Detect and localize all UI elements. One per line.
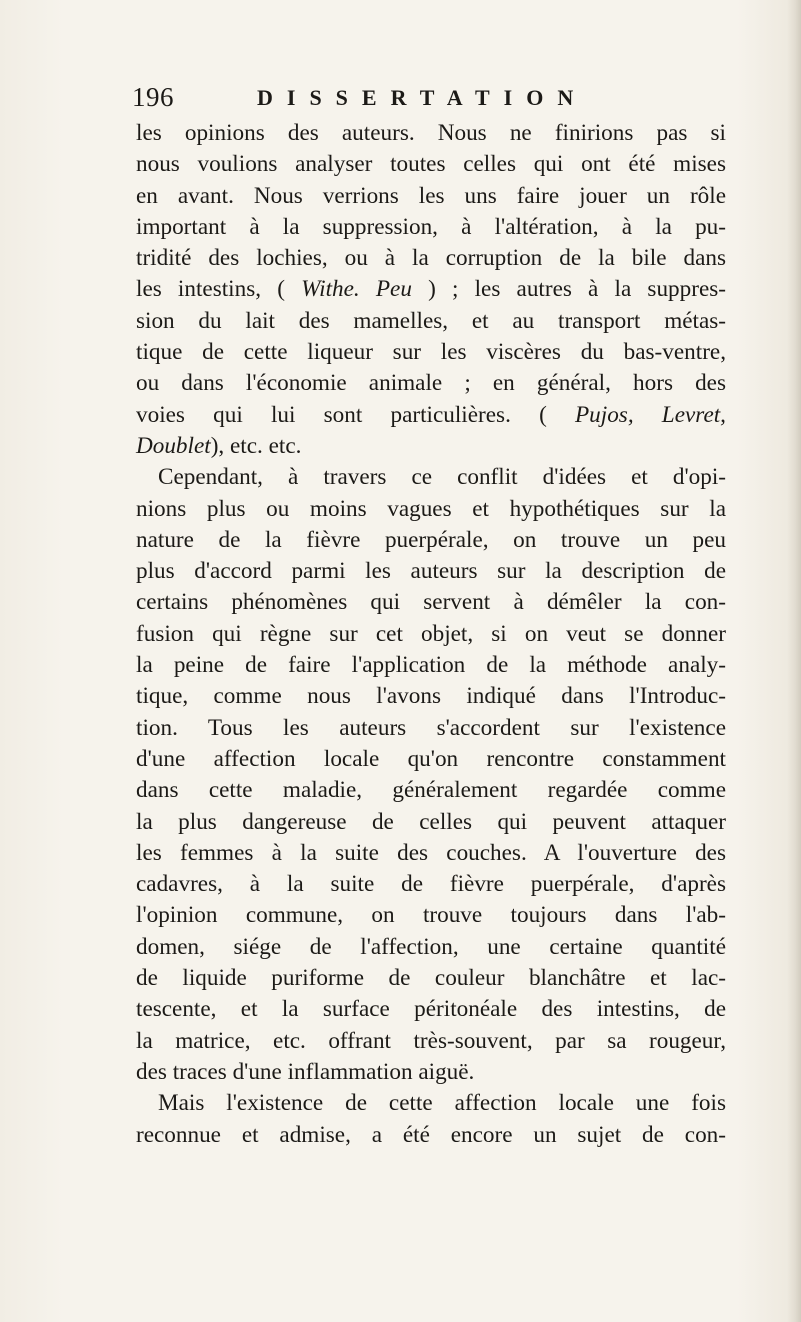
text-line: l'opinion commune, on trouve toujours dans l'ab- <box>136 902 726 929</box>
text-line: Mais l'existence de cette affection locale une fois <box>158 1090 726 1117</box>
text-line: nions plus ou moins vagues et hypothétiques sur la <box>136 495 726 522</box>
running-title: DISSERTATION <box>257 85 588 110</box>
text-line: important à la suppression, à l'altération, à la pu- <box>136 213 726 240</box>
text-line: cadavres, à la suite de fièvre puerpérale, d'après <box>136 871 726 898</box>
italic-citation: Doublet <box>136 432 211 459</box>
text-line: sion du lait des mamelles, et au transport métas- <box>136 307 726 334</box>
text-line: les femmes à la suite des couches. A l'ouverture des <box>136 839 726 866</box>
page-number: 196 <box>132 82 174 112</box>
text-segment: voies qui lui sont particulières. ( <box>136 401 575 428</box>
text-line: fusion qui règne sur cet objet, si on veut se donner <box>136 620 726 647</box>
text-line: dans cette maladie, généralement regardée comme <box>136 777 726 804</box>
text-line: plus d'accord parmi les auteurs sur la description de <box>136 558 726 585</box>
text-line: tique de cette liqueur sur les viscères du bas-ventre, <box>136 339 726 366</box>
text-line <box>136 274 726 305</box>
text-line: les opinions des auteurs. Nous ne finirions pas si <box>136 120 726 146</box>
text-line: tion. Tous les auteurs s'accordent sur l'existence <box>136 714 726 741</box>
text-segment: les intestins, ( <box>136 276 302 303</box>
text-line: domen, siége de l'affection, une certaine quantité <box>136 933 726 960</box>
text-line: la plus dangereuse de celles qui peuvent attaquer <box>136 808 726 835</box>
text-line: Cependant, à travers ce conflit d'idées et d'opi- <box>158 464 726 491</box>
text-line: des traces d'une inflammation aiguë. <box>136 1058 475 1085</box>
page-header <box>132 82 722 122</box>
text-line: ou dans l'économie animale ; en général, hors des <box>136 370 726 397</box>
text-line: la peine de faire l'application de la méthode analy- <box>136 652 726 679</box>
text-line: nous voulions analyser toutes celles qui ont été mises <box>136 151 726 178</box>
italic-citation: Pujos, Levret, <box>575 401 726 428</box>
text-line: reconnue et admise, a été encore un sujet de con- <box>136 1121 726 1148</box>
italic-citation: Withe. Peu <box>301 276 412 303</box>
text-line: tridité des lochies, ou à la corruption de la bile dans <box>136 245 726 272</box>
text-line: la matrice, etc. offrant très-souvent, par sa rougeur, <box>136 1027 726 1054</box>
text-line <box>136 400 726 431</box>
text-line: de liquide puriforme de couleur blanchâtre et lac- <box>136 965 726 992</box>
text-segment: ), etc. etc. <box>210 432 302 459</box>
text-line: nature de la fièvre puerpérale, on trouve un peu <box>136 526 726 553</box>
text-line: certains phénomènes qui servent à démêler la con- <box>136 589 726 616</box>
text-line: en avant. Nous verrions les uns faire jouer un rôle <box>136 182 726 209</box>
text-segment: ) ; les autres à la suppres- <box>411 276 726 303</box>
text-line: d'une affection locale qu'on rencontre constamment <box>136 745 726 772</box>
body-text <box>136 118 726 1151</box>
text-line: tescente, et la surface péritonéale des intestins, de <box>136 996 726 1023</box>
text-line: tique, comme nous l'avons indiqué dans l'Introduc- <box>136 683 726 710</box>
page-edge-shadow <box>787 0 801 1322</box>
text-line <box>136 431 726 462</box>
